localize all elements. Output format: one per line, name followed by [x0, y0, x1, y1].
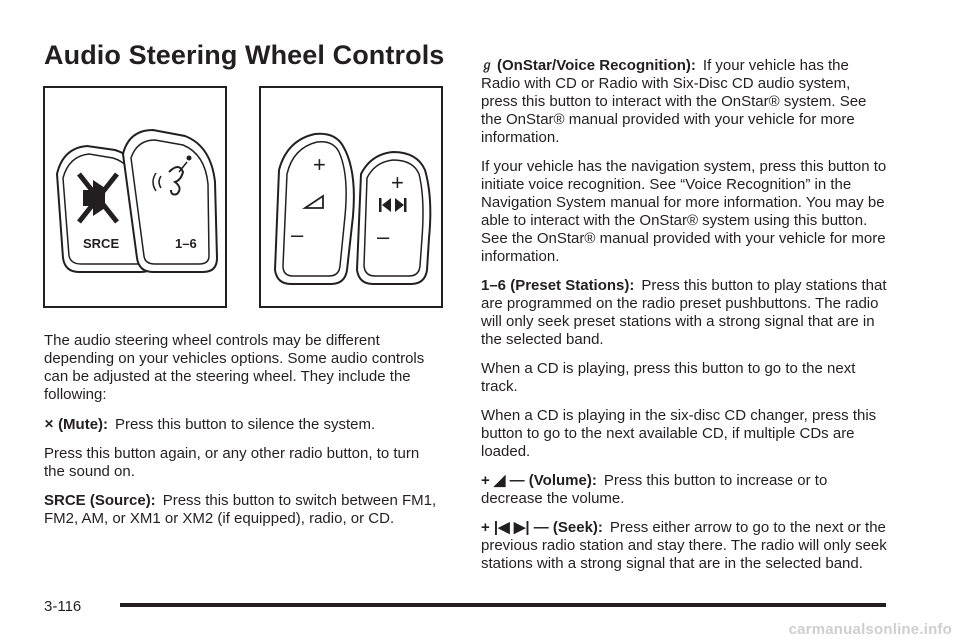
footer-rule — [120, 603, 886, 607]
mute-icon: ✕ — [44, 417, 55, 431]
page-title: Audio Steering Wheel Controls — [44, 40, 445, 70]
cd-playing-paragraph: When a CD is playing, press this button to go to the next track. — [481, 360, 856, 395]
preset-paragraph — [481, 277, 891, 349]
seek-text: Press either arrow to go to the next or the previous radio station and stay there. The radio will only seek stations with a strong signal that are in the selected band. — [481, 519, 887, 572]
preset-term: 1–6 (Preset Stations): — [481, 277, 635, 294]
seek-plus-label: + — [391, 170, 404, 195]
preset-text: Press this button to play stations that are programmed on the radio preset pushbuttons. The radio will only seek preset stations with a strong signal that are in the selected band. — [481, 277, 887, 348]
preset-label: 1–6 — [175, 236, 197, 251]
mute-term: (Mute): — [58, 416, 109, 433]
voice-recognition-icon: ℊ — [481, 58, 494, 72]
steering-controls-right-illustration — [259, 86, 443, 308]
right-column — [481, 56, 891, 584]
cd-changer-paragraph: When a CD is playing in the six-disc CD changer, press this button to go to the next available CD, if multiple CDs are loaded. — [481, 407, 877, 460]
page-number: 3-116 — [44, 598, 82, 615]
mute-text: Press this button to silence the system. — [115, 416, 376, 433]
volume-term: + ◢ — (Volume): — [481, 472, 597, 489]
srce-text: Press this button to switch between FM1, FM2, AM, or XM1 or XM2 (if equipped), radio, or CD. — [44, 492, 437, 527]
volume-plus-label: + — [313, 152, 326, 177]
srce-paragraph — [44, 492, 444, 528]
volume-button — [275, 134, 354, 284]
seek-button — [357, 152, 430, 284]
srce-term: SRCE (Source): — [44, 492, 156, 509]
onstar-paragraph — [481, 56, 891, 147]
seek-term: + |◀ ▶| — (Seek): — [481, 519, 603, 536]
voice-preset-button — [123, 130, 217, 272]
volume-paragraph — [481, 472, 891, 508]
steering-controls-left-illustration — [43, 86, 227, 308]
volume-text: Press this button to increase or to decrease the volume. — [481, 472, 828, 507]
watermark: carmanualsonline.info — [788, 621, 952, 638]
seek-paragraph — [481, 519, 891, 573]
seek-minus-label: – — [377, 224, 390, 249]
volume-minus-label: – — [291, 222, 304, 247]
navigation-paragraph: If your vehicle has the navigation system, press this button to initiate voice recognition. See “Voice Recognition” in the Navigation System manual for more information. You may be able to interact with the OnStar® system using this button. See the OnStar® manual provided with your vehicle for more information. — [481, 158, 887, 265]
mute-paragraph — [44, 415, 444, 434]
intro-paragraph: The audio steering wheel controls may be different depending on your vehicles options. Some audio controls can be adjusted at the steering wheel. They include the following: — [44, 332, 425, 403]
srce-label: SRCE — [83, 236, 120, 251]
onstar-term: (OnStar/Voice Recognition): — [497, 57, 696, 74]
left-column — [44, 332, 444, 539]
mute-paragraph-2: Press this button again, or any other radio button, to turn the sound on. — [44, 445, 420, 480]
onstar-text: If your vehicle has the Radio with CD or Radio with Six-Disc CD audio system, press this button to interact with the OnStar® system. See the OnStar® manual provided with your vehicle for more information. — [481, 57, 867, 146]
